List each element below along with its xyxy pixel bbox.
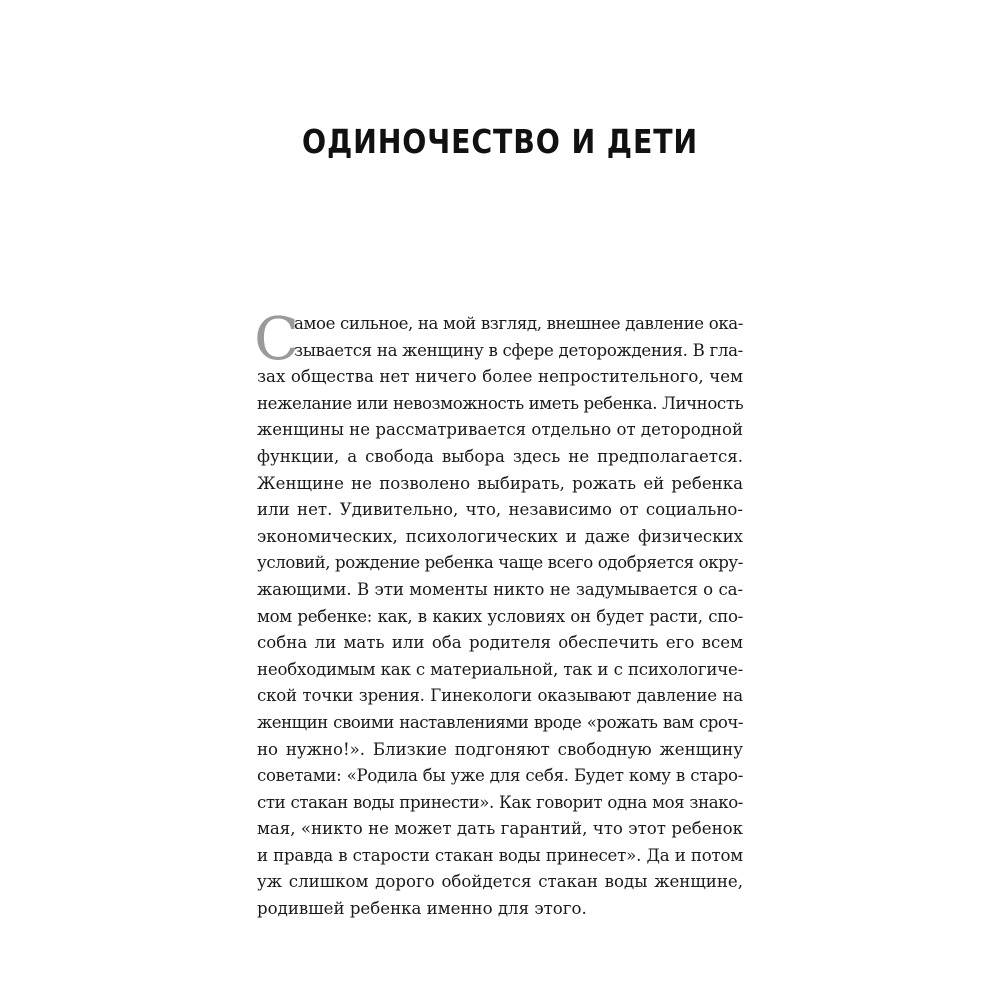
text-line: ской точки зрения. Гинекологи оказывают давление на	[257, 686, 743, 706]
text-line: но нужно!». Близкие подгоняют свободную женщину	[257, 739, 743, 759]
text-line: экономических, психологических и даже физических	[257, 526, 743, 546]
text-line: и правда в старости стакан воды принесет». Да и потом	[257, 845, 743, 865]
body-paragraph	[254, 304, 744, 923]
text-line: нежелание или невозможность иметь ребенка. Личность	[257, 393, 744, 413]
text-line: условий, рождение ребенка чаще всего одобряется окру-	[257, 553, 743, 573]
text-line: зах общества нет ничего более непростительного, чем	[257, 367, 743, 387]
text-line: Женщине не позволено выбирать, рожать ей ребенка	[257, 473, 743, 493]
text-line: амое сильное, на мой взгляд, внешнее давление ока-	[294, 314, 743, 333]
text-line: мая, «никто не может дать гарантий, что этот ребенок	[257, 819, 743, 839]
text-line: уж слишком дорого обойдется стакан воды женщине,	[257, 872, 743, 892]
text-line: женщин своими наставлениями вроде «рожать вам сроч-	[257, 712, 743, 732]
text-line: функции, а свобода выбора здесь не предполагается.	[257, 446, 743, 466]
text-line: сти стакан воды принести». Как говорит одна моя знако-	[257, 792, 743, 812]
chapter-title: ОДИНОЧЕСТВО И ДЕТИ	[301, 122, 699, 161]
text-line: родившей ребенка именно для этого.	[257, 899, 587, 919]
text-line: зывается на женщину в сфере деторождения. В гла-	[294, 340, 743, 360]
text-line: советами: «Родила бы уже для себя. Будет кому в старо-	[257, 766, 743, 786]
text-line: жающими. В эти моменты никто не задумывается о са-	[257, 579, 743, 599]
text-line: собна ли мать или оба родителя обеспечить его всем	[257, 633, 743, 653]
text-line: мом ребенке: как, в каких условиях он будет расти, спо-	[257, 606, 743, 626]
text-line: женщины не рассматривается отдельно от детородной	[257, 420, 744, 440]
drop-cap: С	[254, 304, 300, 373]
text-line: или нет. Удивительно, что, независимо от социально-	[257, 500, 743, 520]
text-line: необходимым как с материальной, так и с психологиче-	[257, 659, 743, 679]
